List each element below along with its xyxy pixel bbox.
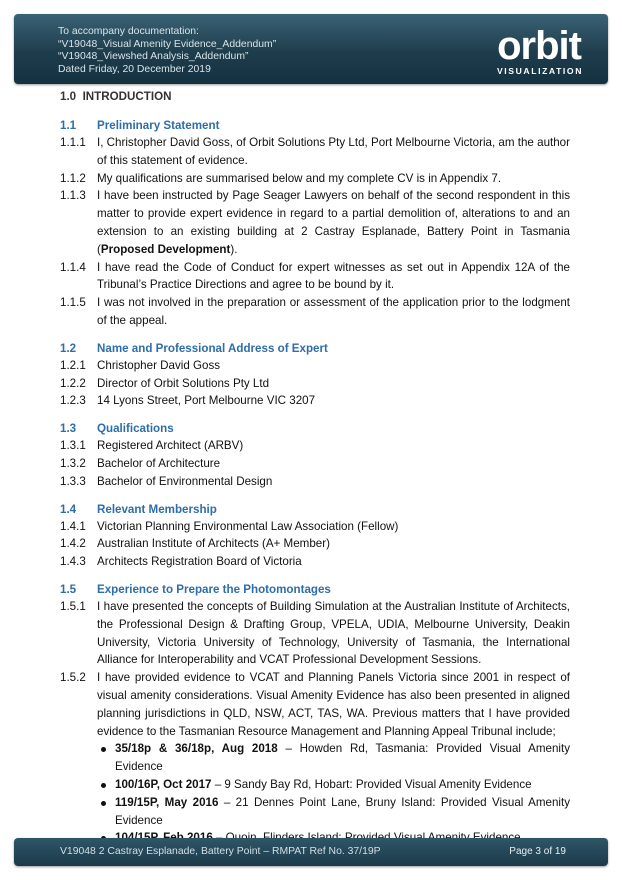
paragraph-number: 1.5.1 bbox=[60, 599, 86, 613]
header-line: “V19048_Visual Amenity Evidence_Addendum” bbox=[58, 38, 277, 50]
matter-description: – Howden Rd, Tasmania: Provided Visual Amenity Evidence bbox=[115, 742, 570, 774]
paragraph-number: 1.3.3 bbox=[60, 474, 86, 488]
subheading-relevant-membership bbox=[60, 501, 570, 518]
list-item bbox=[115, 776, 570, 794]
paragraph-number: 1.4.2 bbox=[60, 537, 86, 551]
paragraph-1-2-2 bbox=[60, 375, 570, 393]
paragraph-number: 1.4.1 bbox=[60, 519, 86, 533]
tribunal-matters-list bbox=[60, 740, 570, 847]
page-number: Page 3 of 19 bbox=[509, 846, 566, 857]
paragraph-1-1-4 bbox=[60, 259, 570, 295]
matter-description: – 9 Sandy Bay Rd, Hobart: Provided Visual Amenity Evidence bbox=[211, 777, 532, 791]
paragraph-text: I have provided evidence to VCAT and Planning Panels Victoria since 2001 in respect of visual amenity considerations. Visual Amenity Evidence has also been presented in aligned planning jurisdictions in QLD, NSW, ACT, TAS, WA. Previous matters that I have provided evidence to the Tasmanian Resource Management and Planning Appeal Tribunal include; bbox=[97, 671, 570, 738]
paragraph-1-3-3 bbox=[60, 473, 570, 491]
paragraph-number: 1.4.3 bbox=[60, 555, 86, 569]
paragraph-number: 1.2.1 bbox=[60, 358, 86, 372]
paragraph-text: Architects Registration Board of Victoria bbox=[97, 555, 302, 569]
logo-subtitle: VISUALIZATION bbox=[496, 66, 584, 76]
paragraph-1-1-2 bbox=[60, 170, 570, 188]
header-text bbox=[58, 26, 276, 76]
document-body bbox=[60, 88, 570, 847]
matter-description: – 21 Dennes Point Lane, Bruny Island: Provided Visual Amenity Evidence bbox=[115, 795, 570, 827]
orbit-logo bbox=[488, 26, 590, 78]
paragraph-text: My qualifications are summarised below and my complete CV is in Appendix 7. bbox=[97, 171, 502, 185]
orbit-logo-icon bbox=[488, 26, 590, 64]
paragraph-1-4-1 bbox=[60, 518, 570, 536]
subheading-name-address bbox=[60, 340, 570, 357]
paragraph-1-1-5 bbox=[60, 294, 570, 330]
paragraph-1-3-2 bbox=[60, 455, 570, 473]
footer-reference: V19048 2 Castray Esplanade, Battery Point – RMPAT Ref No. 37/19P bbox=[60, 846, 381, 857]
paragraph-number: 1.2.3 bbox=[60, 394, 86, 408]
subheading-text: Name and Professional Address of Expert bbox=[97, 341, 328, 355]
paragraph-text: Christopher David Goss bbox=[97, 358, 221, 372]
paragraph-number: 1.1.4 bbox=[60, 260, 86, 274]
paragraph-text: 14 Lyons Street, Port Melbourne VIC 3207 bbox=[97, 394, 316, 408]
paragraph-text: Registered Architect (ARBV) bbox=[97, 439, 244, 453]
paragraph-1-5-1 bbox=[60, 598, 570, 669]
logo-wordmark: orbit bbox=[497, 26, 581, 64]
paragraph-text: I have presented the concepts of Building Simulation at the Australian Institute of Architects, the Professional Design & Drafting Group, VPELA, UDIA, Melbourne University, Deakin University, Victoria University of Technology, University of Tasmania, the International Alliance for Interoperability and VCAT Professional Development Sessions. bbox=[97, 599, 570, 667]
header-line: To accompany documentation: bbox=[58, 26, 199, 37]
subheading-number: 1.2 bbox=[60, 341, 77, 355]
list-item bbox=[115, 740, 570, 776]
header-line: “V19048_Viewshed Analysis_Addendum” bbox=[58, 51, 249, 63]
section-title bbox=[60, 88, 570, 106]
paragraph-1-4-3 bbox=[60, 553, 570, 571]
defined-term: Proposed Development bbox=[100, 242, 231, 256]
subheading-preliminary-statement bbox=[60, 117, 570, 134]
header-line: Dated Friday, 20 December 2019 bbox=[58, 63, 211, 75]
paragraph-number: 1.2.2 bbox=[60, 376, 86, 390]
paragraph-text: Bachelor of Environmental Design bbox=[97, 474, 273, 488]
paragraph-text: I have read the Code of Conduct for expert witnesses as set out in Appendix 12A of the Tribunal’s Practice Directions and agree to be bound by it. bbox=[97, 260, 570, 292]
paragraph-1-3-1 bbox=[60, 437, 570, 455]
page-footer bbox=[14, 838, 608, 866]
matter-reference: 119/15P, May 2016 bbox=[115, 795, 219, 809]
subheading-number: 1.1 bbox=[60, 119, 77, 132]
paragraph-number: 1.1.1 bbox=[60, 136, 86, 149]
subheading-experience bbox=[60, 581, 570, 598]
paragraph-1-2-3 bbox=[60, 392, 570, 410]
paragraph-text: I, Christopher David Goss, of Orbit Solutions Pty Ltd, Port Melbourne Victoria, am the author of this statement of evidence. bbox=[97, 136, 570, 167]
subheading-number: 1.5 bbox=[60, 582, 77, 596]
paragraph-text: Victorian Planning Environmental Law Association (Fellow) bbox=[97, 519, 399, 533]
subheading-qualifications bbox=[60, 420, 570, 437]
paragraph-text: I was not involved in the preparation or assessment of the application prior to the lodgment of the appeal. bbox=[97, 296, 570, 327]
subheading-number: 1.4 bbox=[60, 502, 77, 516]
paragraph-text: Director of Orbit Solutions Pty Ltd bbox=[97, 376, 270, 390]
paragraph-text-end: ). bbox=[230, 242, 238, 256]
section-title-text: INTRODUCTION bbox=[82, 90, 172, 103]
list-item bbox=[115, 794, 570, 830]
paragraph-number: 1.1.5 bbox=[60, 296, 86, 310]
paragraph-1-1-3 bbox=[60, 187, 570, 258]
page-header bbox=[14, 14, 608, 84]
paragraph-text: Australian Institute of Architects (A+ Member) bbox=[97, 537, 330, 551]
matter-reference: 35/18p & 36/18p, Aug 2018 bbox=[115, 742, 278, 756]
paragraph-number: 1.3.2 bbox=[60, 456, 86, 470]
paragraph-number: 1.1.3 bbox=[60, 189, 86, 203]
paragraph-text: I have been instructed by Page Seager Lawyers on behalf of the second respondent in this matter to provide expert evidence in regard to a partial demolition of, alterations to and an extension to an existing building at 2 Castray Esplanade, Battery Point in Tasmania ( bbox=[97, 189, 570, 256]
subheading-text: Preliminary Statement bbox=[97, 119, 220, 132]
subheading-number: 1.3 bbox=[60, 422, 77, 436]
paragraph-1-2-1 bbox=[60, 357, 570, 375]
matter-reference: 100/16P, Oct 2017 bbox=[115, 777, 212, 791]
paragraph-text: Bachelor of Architecture bbox=[97, 456, 221, 470]
subheading-text: Experience to Prepare the Photomontages bbox=[97, 582, 331, 596]
paragraph-1-5-2 bbox=[60, 669, 570, 740]
paragraph-number: 1.3.1 bbox=[60, 439, 86, 453]
subheading-text: Relevant Membership bbox=[97, 502, 217, 516]
paragraph-1-1-1 bbox=[60, 134, 570, 170]
subheading-text: Qualifications bbox=[97, 422, 174, 436]
paragraph-number: 1.5.2 bbox=[60, 671, 86, 685]
section-number: 1.0 bbox=[60, 90, 77, 103]
paragraph-1-4-2 bbox=[60, 535, 570, 553]
paragraph-number: 1.1.2 bbox=[60, 171, 86, 185]
